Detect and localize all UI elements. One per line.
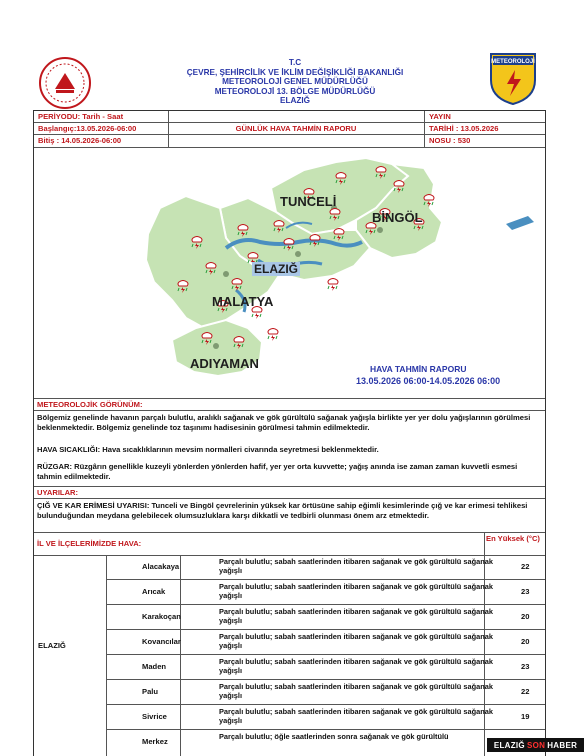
- header-line-4: METEOROLOJİ 13. BÖLGE MÜDÜRLÜĞÜ: [214, 86, 376, 96]
- table-row: [35, 580, 545, 603]
- brand-part-b: SON: [526, 740, 546, 750]
- district-max-temp: 22: [521, 562, 530, 571]
- district-forecast: Parçalı bulutlu; sabah saatlerinden itibaren sağanak ve gök gürültülü sağanak yağışlı: [219, 632, 493, 650]
- table-row: [35, 680, 545, 703]
- district-forecast: Parçalı bulutlu; sabah saatlerinden itibaren sağanak ve gök gürültülü sağanak yağışlı: [219, 707, 493, 725]
- district-forecast: Parçalı bulutlu; sabah saatlerinden itibaren sağanak ve gök gürültülü sağanak yağışlı: [219, 557, 493, 575]
- map-label-malatya: MALATYA: [212, 294, 274, 309]
- ministry-logo: [38, 56, 92, 110]
- header-line-5: ELAZIĞ: [279, 96, 311, 106]
- max-temp-label: En Yüksek (°C): [486, 534, 540, 543]
- map-label-bingol: BİNGÖL: [372, 210, 423, 225]
- district-name: Sivrice: [142, 712, 167, 721]
- meteoroloji-logo-text: METEOROLOJİ: [491, 59, 535, 65]
- map-label-tunceli: TUNCELİ: [280, 194, 337, 209]
- temperature-text: HAVA SICAKLIĞI: Hava sıcaklıklarının mevsim normalleri civarında seyretmesi beklenmektedir.: [37, 445, 379, 454]
- map-label-adiyaman: ADIYAMAN: [190, 356, 259, 371]
- thunderstorm-icon: [282, 238, 296, 252]
- brand-badge: [487, 738, 584, 752]
- thunderstorm-icon: [308, 234, 322, 248]
- publication-number: NOSU : 530: [429, 136, 471, 145]
- thunderstorm-icon: [232, 336, 246, 350]
- thunderstorm-icon: [332, 228, 346, 242]
- table-row: [35, 630, 545, 653]
- map-caption-title: HAVA TAHMİN RAPORU: [370, 364, 467, 374]
- thunderstorm-icon: [236, 224, 250, 238]
- publication-date: TARİHİ : 13.05.2026: [429, 124, 499, 133]
- warning-text: ÇIĞ VE KAR ERİMESİ UYARISI: Tunceli ve Bingöl çevrelerinin yüksek kar örtüsüne sahip eğimli kesimlerinde çığ ve kar erimesi tehlikesi bulunduğundan meydana gelebilecek olumsuzluklara karşı dikkatli ve tedbirli olunması önem arz etmektedir.: [37, 501, 528, 520]
- thunderstorm-icon: [392, 180, 406, 194]
- district-name: Merkez: [142, 737, 168, 746]
- table-row: [35, 705, 545, 728]
- meteoroloji-logo: [487, 50, 539, 106]
- map-caption-range: 13.05.2026 06:00-14.05.2026 06:00: [356, 376, 501, 386]
- district-name: Kovancılar: [142, 637, 181, 646]
- thunderstorm-icon: [266, 328, 280, 342]
- thunderstorm-icon: [200, 332, 214, 346]
- view-title: METEOROLOJİK GÖRÜNÜM:: [37, 400, 143, 409]
- district-max-temp: 20: [521, 637, 530, 646]
- brand-part-a: ELAZIĞ: [493, 740, 525, 750]
- table-row: [35, 605, 545, 628]
- header-line-3: METEOROLOJİ GENEL MÜDÜRLÜĞÜ: [222, 77, 368, 87]
- district-forecast: Parçalı bulutlu; sabah saatlerinden itibaren sağanak ve gök gürültülü sağanak yağışlı: [219, 582, 493, 600]
- warnings-title: UYARILAR:: [37, 488, 79, 497]
- district-name: Arıcak: [142, 587, 166, 596]
- thunderstorm-icon: [328, 208, 342, 222]
- table-row: [35, 730, 545, 753]
- publication-label: YAYIN: [429, 112, 451, 121]
- thunderstorm-icon: [204, 262, 218, 276]
- district-name: Palu: [142, 687, 159, 696]
- thunderstorm-icon: [422, 194, 436, 208]
- header-line-2: ÇEVRE, ŞEHİRCİLİK VE İKLİM DEĞİŞİKLİĞİ BAKANLIĞI: [186, 67, 404, 77]
- thunderstorm-icon: [334, 172, 348, 186]
- district-forecast: Parçalı bulutlu; sabah saatlerinden itibaren sağanak ve gök gürültülü sağanak yağışlı: [219, 657, 493, 675]
- table-row: [35, 655, 545, 678]
- thunderstorm-icon: [230, 278, 244, 292]
- district-forecast: Parçalı bulutlu; sabah saatlerinden itibaren sağanak ve gök gürültülü sağanak yağışlı: [219, 607, 493, 625]
- map-label-elazig: ELAZIĞ: [254, 262, 298, 276]
- period-label: PERİYODU: Tarih - Saat: [38, 112, 124, 121]
- wind-text: RÜZGAR: Rüzgârın genellikle kuzeyli yönlerden yönlerden hafif, yer yer orta kuvvette; yağış anında ise zaman zaman kuvvetli esmesi tahmin edilmektedir.: [37, 462, 518, 481]
- district-max-temp: 23: [521, 587, 530, 596]
- table-row: [35, 555, 545, 578]
- thunderstorm-icon: [374, 166, 388, 180]
- header-title-block: [150, 58, 440, 106]
- table-title: İL VE İLÇELERİMİZDE HAVA:: [37, 539, 142, 548]
- district-forecast: Parçalı bulutlu; öğle saatlerinden sonra sağanak ve gök gürültülü: [219, 732, 449, 741]
- thunderstorm-icon: [272, 220, 286, 234]
- brand-part-c: HABER: [547, 740, 578, 750]
- thunderstorm-icon: [326, 278, 340, 292]
- view-text: Bölgemiz genelinde havanın parçalı bulutlu, aralıklı sağanak ve gök gürültülü sağanak yağışla birlikte yer yer dolu yağışlarının görülmesi beklenmektedir. Bölgemiz genelinde toz taşınımı hadisesinin görülmesi tahmin edilmektedir.: [37, 413, 531, 432]
- province-name: ELAZIĞ: [38, 641, 66, 650]
- district-max-temp: 22: [521, 687, 530, 696]
- thunderstorm-icon: [176, 280, 190, 294]
- start-date: Başlangıç:13.05.2026-06:00: [38, 124, 137, 133]
- district-max-temp: 20: [521, 612, 530, 621]
- district-max-temp: 19: [521, 712, 530, 721]
- report-title: GÜNLÜK HAVA TAHMİN RAPORU: [235, 124, 357, 133]
- header-line-1: T.C: [288, 58, 302, 67]
- thunderstorm-icon: [190, 236, 204, 250]
- district-name: Karakoçan: [142, 612, 181, 621]
- district-name: Alacakaya: [142, 562, 180, 571]
- district-name: Maden: [142, 662, 167, 671]
- forecast-map: [36, 150, 544, 396]
- end-date: Bitiş : 14.05.2026-06:00: [38, 136, 122, 145]
- district-forecast: Parçalı bulutlu; sabah saatlerinden itibaren sağanak ve gök gürültülü sağanak yağışlı: [219, 682, 493, 700]
- district-max-temp: 23: [521, 662, 530, 671]
